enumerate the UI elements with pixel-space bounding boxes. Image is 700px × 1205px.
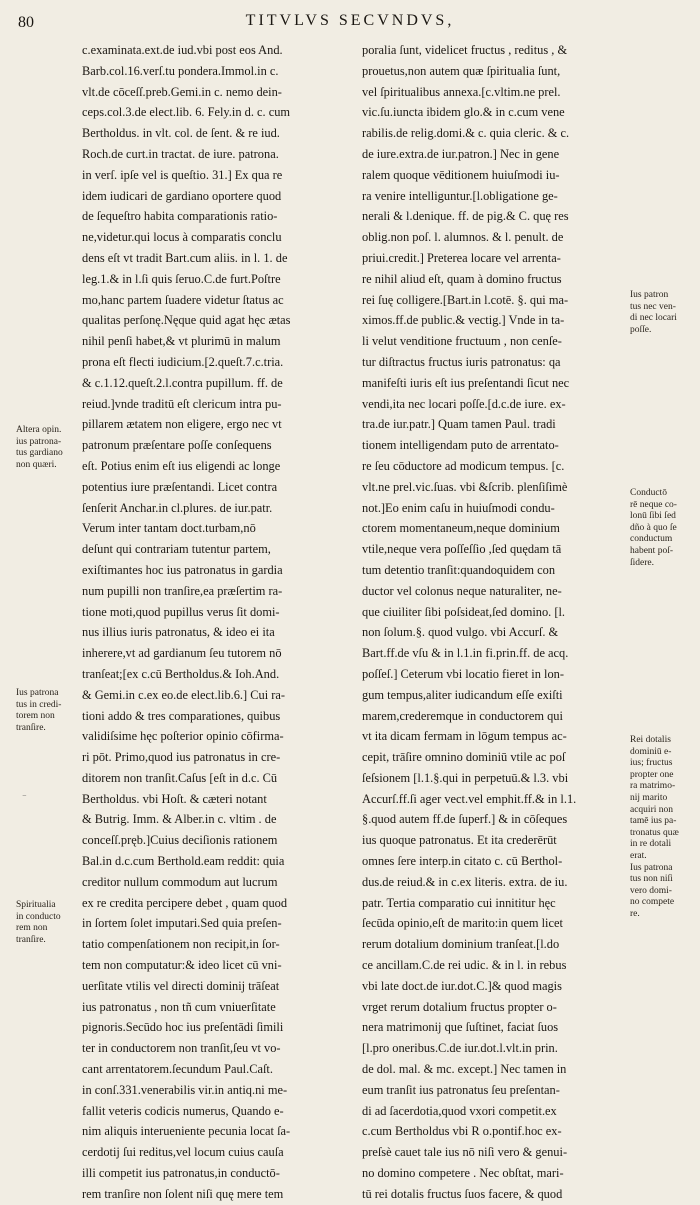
text-line: dens eſt vt tradit Bart.cum aliis. in l. 1. de <box>82 250 288 265</box>
text-line: illi competit ius patronatus,in conductō- <box>82 1166 280 1181</box>
text-line: que ciuiliter ſibi poſsideat,ſed domino. [l. <box>362 604 566 619</box>
text-line: qualitas perſonę.Nęque quid agat hęc ætas <box>82 313 291 328</box>
text-line: tū rei dotalis fructus ſuos facere, & quod <box>362 1186 563 1201</box>
text-line: vel ſpiritualibus annexa.[c.vltim.ne prel. <box>362 84 561 99</box>
margin-note-left: Ius patrona tus in credi- torem non tranſire. <box>16 688 62 733</box>
text-line: Bertholdus. vbi Hoſt. & cæteri notant <box>82 791 267 806</box>
text-line: marem,crederemque in conductorem qui <box>362 708 563 723</box>
text-line: rem tranſire non ſolent niſi quę mere tem <box>82 1186 284 1201</box>
text-line: reiud.]vnde traditū eſt clericum intra pu- <box>82 396 282 411</box>
text-line: pillarem ætatem non eligere, ergo nec vt <box>82 417 282 432</box>
text-line: [l.pro oneribus.C.de iur.dot.l.vlt.in prin. <box>362 1041 558 1056</box>
text-line: cant arrentatorem.ſecundum Paul.Caſt. <box>82 1062 273 1077</box>
text-line: nim aliquis interueniente pecunia locat ſa- <box>82 1124 291 1139</box>
text-line: creditor nullum commodum aut lucrum <box>82 874 278 889</box>
text-line: preſsè cauet tale ius nō niſi vero & genui- <box>362 1145 568 1160</box>
text-line: Barb.col.16.verſ.tu pondera.Immol.in c. <box>82 63 279 78</box>
text-line: uerſitate vtilis vel directi dominij trāſeat <box>82 978 280 993</box>
text-line: vrget rerum dotalium fructus propter o- <box>362 999 557 1014</box>
text-line: ctorem momentaneum,neque dominium <box>362 521 560 536</box>
text-line: de iure.extra.de iur.patron.] Nec in gene <box>362 146 560 161</box>
text-line: tur diſtractus fructus iuris patronatus: qa <box>362 354 561 369</box>
text-line: ter in conductorem non tranſit,ſeu vt vo- <box>82 1041 281 1056</box>
text-line: prona eſt flecti iudicium.[2.queſt.7.c.tria. <box>82 354 284 369</box>
text-line: non ſolum.§. quod vulgo. vbi Accurſ. & <box>362 625 559 640</box>
text-line: re nihil aliud eſt, quam à domino fructus <box>362 271 562 286</box>
text-line: oblig.non poſ. l. alumnos. & l. penult. de <box>362 230 564 245</box>
text-line: leg.1.& in l.ſi quis ſeruo.C.de furt.Poſtre <box>82 271 281 286</box>
text-line: ius patronatus , non tñ cum vniuerſitate <box>82 999 276 1014</box>
text-line: potentius iure præſentandi. Licet contra <box>82 479 278 494</box>
text-line: ralem quoque vēditionem huiuſmodi iu- <box>362 167 560 182</box>
text-line: rei ſuę colligere.[Bart.in l.cotē. §. qui ma- <box>362 292 569 307</box>
left-text-column <box>82 40 350 1205</box>
text-line: dus.de reiud.& in c.ex literis. extra. de iu. <box>362 874 568 889</box>
text-line: conceſſ.pręb.]Cuius deciſionis rationem <box>82 833 278 848</box>
text-line: pignoris.Secūdo hoc ius preſentādi ſimili <box>82 1020 284 1035</box>
text-line: tatio compenſationem non recipit,in ſor- <box>82 937 280 952</box>
text-line: tum detentio tranſit:quandoquidem con <box>362 562 556 577</box>
text-line: nihil penſi habet,& vt plurimū in malum <box>82 334 281 349</box>
text-line: vt ita dicam fermam in lōgum tempus ac- <box>362 729 567 744</box>
text-line: in conſ.331.venerabilis vir.in antiq.ni me- <box>82 1082 288 1097</box>
text-line: ceps.col.3.de elect.lib. 6. Fely.in d. c. cum <box>82 105 291 120</box>
margin-note-left: Altera opin. ius patrona- tus gardiano non quæri. <box>16 425 63 470</box>
text-line: num pupilli non tranſire,ea præſertim ra- <box>82 583 283 598</box>
margin-note-right: Ius patron tus nec ven- di nec locari poſſe. <box>630 290 677 335</box>
text-line: prouetus,non autem quæ ſpiritualia ſunt, <box>362 63 561 78</box>
text-line: c.cum Bertholdus vbi R o.pontif.hoc ex- <box>362 1124 562 1139</box>
text-line: tem non computatur:& ideo licet cū vni- <box>82 958 282 973</box>
margin-note-left: Spiritualia in conducto rem non tranſire. <box>16 900 61 945</box>
margin-note-right: Rei dotalis dominiū e- ius; fructus propter one ra matrimo- nij marito acquiri non tamē ius pa- tronatus quæ in re dotali erat. Ius patrona tus non niſi vero domi- no compete re. <box>630 735 679 919</box>
text-line: poralia ſunt, videlicet fructus , reditus , & <box>362 43 568 57</box>
text-line: priui.credit.] Preterea locare vel arrenta- <box>362 250 561 265</box>
text-line: ex re credita percipere debet , quam quod <box>82 895 288 910</box>
text-line: ſecūda opinio,eſt de marito:in quem licet <box>362 916 563 931</box>
text-line: & Gemi.in c.ex eo.de elect.lib.6.] Cui ra- <box>82 687 285 702</box>
text-line: deſunt qui contrariam tutentur partem, <box>82 542 271 557</box>
text-line: omnes ſere interp.in citato c. cū Berthol- <box>362 854 563 869</box>
text-line: de ſequeſtro habita comparationis ratio- <box>82 209 278 224</box>
text-line: not.]Eo enim caſu in huiuſmodi condu- <box>362 500 555 515</box>
text-line: vtile,neque vera poſſeſſio ,ſed quędam tā <box>362 542 562 557</box>
text-line: exiſtimantes hoc ius patronatus in gardia <box>82 562 283 577</box>
text-line: ri pōt. Primo,quod ius patronatus in cre- <box>82 750 281 765</box>
text-line: ce ancillam.C.de rei udic. & in l. in rebus <box>362 958 567 973</box>
text-line: di ad ſacerdotia,quod vxori competit.ex <box>362 1103 557 1118</box>
stray-mark: ⁻ <box>22 792 27 802</box>
running-head: TITVLVS SECVNDVS, <box>245 12 455 29</box>
text-line: ra venire intelliguntur.[l.obligatione ge- <box>362 188 558 203</box>
text-line: ſenſerit Anchar.in cl.plures. de iur.patr. <box>82 500 273 515</box>
text-line: tra.de iur.patr.] Quam tamen Paul. tradi <box>362 417 556 432</box>
margin-note-right: Conductō rē neque co- lonū ſibi ſed dño à quo ſe conductum habent poſ- ſidere. <box>630 488 677 568</box>
text-line: & Butrig. Imm. & Alber.in c. vltim . de <box>82 812 277 827</box>
text-line: Roch.de curt.in tractat. de iure. patrona. <box>82 146 279 161</box>
text-line: manifeſti iuris eſt ius preſentandi ſicut nec <box>362 375 570 390</box>
text-line: ſeſsionem [l.1.§.qui in perpetuū.& l.3. vbi <box>362 770 569 785</box>
text-line: nerali & l.denique. ff. de pig.& C. quę res <box>362 209 569 224</box>
page-number: 80 <box>18 14 34 31</box>
text-line: ius quoque patronatus. Et ita crederērūt <box>362 833 557 848</box>
text-line: vbi late doct.de iur.dot.C.]& quod magis <box>362 978 562 993</box>
right-text-column <box>362 40 626 1205</box>
text-line: re ſeu cōductore ad modicum tempus. [c. <box>362 458 565 473</box>
text-line: validiſsime hęc poſterior opinio cōfirma- <box>82 729 284 744</box>
text-line: nera matrimonij que ſuſtinet, faciat ſuos <box>362 1020 559 1035</box>
text-line: c.examinata.ext.de iud.vbi post eos And. <box>82 43 283 57</box>
text-line: §.quod autem ff.de ſuperf.] & in cōſeques <box>362 812 568 827</box>
text-line: poſſeſ.] Ceterum vbi locatio fieret in lon- <box>362 666 564 681</box>
text-line: fallit veteris codicis numerus, Quando e- <box>82 1103 284 1118</box>
text-line: tranſeat;[ex c.cū Bertholdus.& Ioh.And. <box>82 666 280 681</box>
text-line: Bart.ff.de vſu & in l.1.in fi.prin.ff. de acq. <box>362 646 569 661</box>
text-line: ne,videtur.qui locus à comparatis conclu <box>82 230 282 245</box>
text-line: gum tempus,aliter iudicandum eſſe exiſti <box>362 687 563 702</box>
text-line: vendi,ita nec locari poſſe.[d.c.de iure. ex- <box>362 396 566 411</box>
text-line: ximos.ff.de public.& vectig.] Vnde in ta- <box>362 313 565 328</box>
text-line: cepit, trāſire omnino dominiū vtile ac poſ <box>362 750 566 765</box>
text-line: de dol. mal. & mc. except.] Nec tamen in <box>362 1062 567 1077</box>
text-line: li velut venditione fructuum , non cenſe- <box>362 334 562 349</box>
text-line: mo,hanc partem ſuadere videtur ſtatus ac <box>82 292 284 307</box>
text-line: rabilis.de relig.domi.& c. quia cleric. & c. <box>362 126 570 141</box>
text-line: eſt. Potius enim eſt ius eligendi ac longe <box>82 458 281 473</box>
text-line: & c.1.12.queſt.2.l.contra pupillum. ff. de <box>82 375 283 390</box>
text-line: tione moti,quod pupillus verus ſit domi- <box>82 604 280 619</box>
text-line: cerdotij ſui reditus,vel locum cuius cauſa <box>82 1145 284 1160</box>
text-line: Verum inter tantam doct.turbam,nō <box>82 521 256 536</box>
text-line: ditorem non tranſit.Caſus [eſt in d.c. Cū <box>82 770 278 785</box>
text-line: ductor vel colonus neque naturaliter, ne- <box>362 583 562 598</box>
text-line: inherere,vt ad gardianum ſeu tutorem nō <box>82 646 282 661</box>
text-line: in verſ. ipſe vel is queſtio. 31.] Ex qua re <box>82 167 283 182</box>
text-line: nus illius iuris patronatus, & ideo ei ita <box>82 625 275 640</box>
text-line: tionem intelligendam puto de arrentato- <box>362 438 559 453</box>
text-line: patronum præſentare poſſe conſequens <box>82 438 272 453</box>
text-line: rerum dotalium dominium tranſeat.[l.do <box>362 937 560 952</box>
text-line: vlt.ne prel.vic.ſuas. vbi &ſcrib. plenſiſimè <box>362 479 568 494</box>
text-line: eum tranſit ius patronatus ſeu preſentan- <box>362 1082 560 1097</box>
text-line: Bal.in d.c.cum Berthold.eam reddit: quia <box>82 854 285 869</box>
text-line: in ſortem ſolet imputari.Sed quia preſen- <box>82 916 282 931</box>
text-line: vic.ſu.iuncta ibidem glo.& in c.cum vene <box>362 105 565 120</box>
text-line: idem iudicari de gardiano oportere quod <box>82 188 282 203</box>
text-line: patr. Tertia comparatio cui innititur hęc <box>362 895 556 910</box>
text-line: Accurſ.ff.ſi ager vect.vel emphit.ff.& in l.1. <box>362 791 577 806</box>
text-line: vlt.de cōceſſ.preb.Gemi.in c. nemo dein- <box>82 84 282 99</box>
text-line: Bertholdus. in vlt. col. de ſent. & re iud. <box>82 126 280 141</box>
text-line: tioni addo & tres comparationes, quibus <box>82 708 281 723</box>
text-line: no domino competere . Nec obſtat, mari- <box>362 1166 564 1181</box>
